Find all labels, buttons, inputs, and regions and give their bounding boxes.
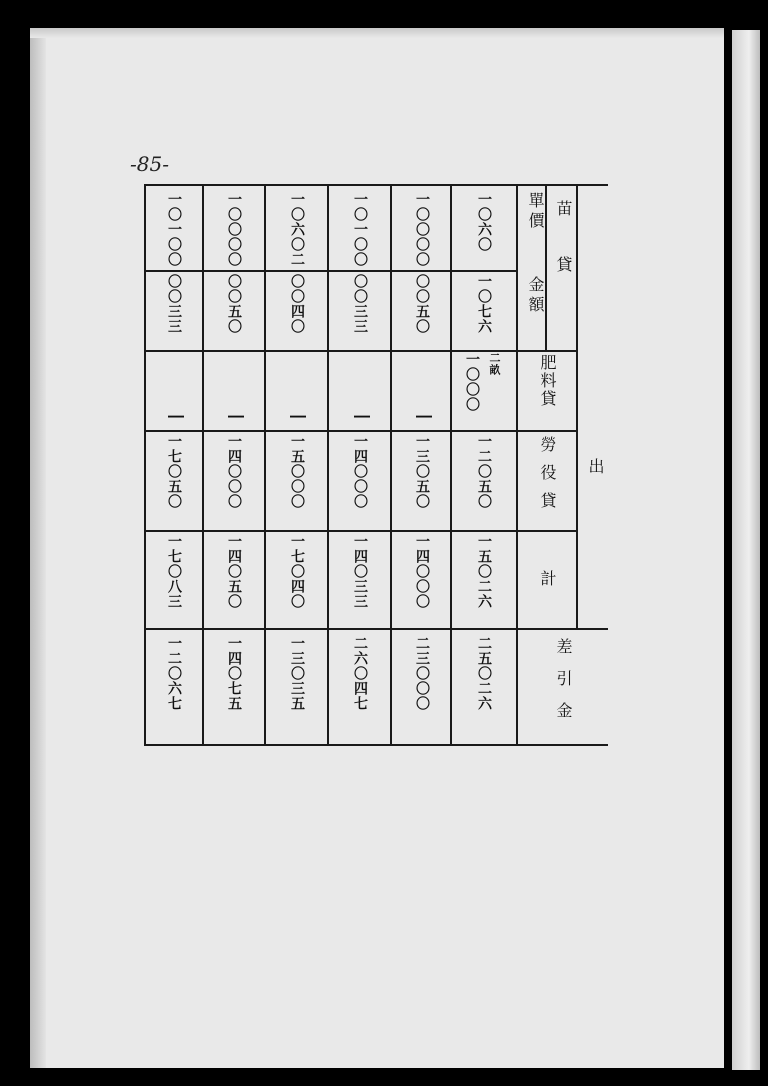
- cell-total: 一七〇八三: [166, 534, 182, 609]
- cell-unit-price: 一〇一〇〇: [352, 192, 368, 267]
- next-page-edge: [732, 30, 760, 1070]
- row-divider-labor: [144, 530, 576, 532]
- cell-total: 一五〇二六: [476, 534, 492, 609]
- header-fertilizer: 肥料貸: [538, 354, 557, 408]
- col-border: [144, 184, 146, 746]
- col-border: [450, 184, 452, 746]
- ledger-table: [144, 184, 608, 746]
- page-number: -85-: [130, 152, 169, 176]
- row-divider-fertilizer: [144, 430, 576, 432]
- cell-labor: 一二〇五〇: [476, 434, 492, 509]
- cell-unit-price: 一〇〇〇〇: [226, 192, 242, 267]
- cell-amount: 〇〇四〇: [289, 274, 305, 334]
- cell-fertilizer-dash: ―: [416, 406, 432, 425]
- cell-amount: 〇〇三三: [166, 274, 182, 334]
- cell-labor: 一五〇〇〇: [289, 434, 305, 509]
- col-border: [264, 184, 266, 746]
- cell-amount: 一〇七六: [476, 274, 492, 334]
- cell-unit-price: 一〇一〇〇: [166, 192, 182, 267]
- page-edge-top: [30, 28, 724, 38]
- header-unit-price: 單價: [526, 192, 545, 232]
- cell-fertilizer-unit: 二畝: [488, 352, 501, 376]
- header-seedling: 苗貸: [554, 200, 573, 312]
- cell-amount: 〇〇五〇: [226, 274, 242, 334]
- header-out: 出: [586, 458, 605, 480]
- cell-unit-price: 一〇〇〇〇: [414, 192, 430, 267]
- cell-fertilizer-dash: ―: [354, 406, 370, 425]
- table-top-border: [144, 184, 608, 186]
- col-border: [576, 184, 578, 628]
- cell-fertilizer-dash: ―: [168, 406, 184, 425]
- cell-total: 一四〇三三: [352, 534, 368, 609]
- header-amount: 金額: [526, 276, 545, 316]
- cell-labor: 一四〇〇〇: [226, 434, 242, 509]
- cell-fertilizer-dash: ―: [290, 406, 306, 425]
- cell-balance: 二六〇四七: [352, 636, 368, 711]
- cell-labor: 一三〇五〇: [414, 434, 430, 509]
- cell-fertilizer-dash: ―: [228, 406, 244, 425]
- cell-balance: 一三〇三五: [289, 636, 305, 711]
- col-border: [202, 184, 204, 746]
- header-balance: 差引金: [554, 638, 573, 734]
- cell-unit-price: 一〇六〇: [476, 192, 492, 252]
- cell-total: 一四〇五〇: [226, 534, 242, 609]
- header-total: 計: [538, 570, 557, 592]
- header-labor: 勞役貸: [538, 436, 557, 520]
- cell-fertilizer: 一〇〇〇: [464, 352, 480, 412]
- col-border: [390, 184, 392, 746]
- cell-total: 一七〇四〇: [289, 534, 305, 609]
- cell-total: 一四〇〇〇: [414, 534, 430, 609]
- cell-amount: 〇〇五〇: [414, 274, 430, 334]
- cell-amount: 〇〇三三: [352, 274, 368, 334]
- cell-unit-price: 一〇六〇二: [289, 192, 305, 267]
- cell-labor: 一七〇五〇: [166, 434, 182, 509]
- cell-balance: 一四〇七五: [226, 636, 242, 711]
- cell-balance: 一二〇六七: [166, 636, 182, 711]
- table-bottom-border: [144, 744, 608, 746]
- row-divider-amount: [144, 350, 576, 352]
- row-divider-total: [144, 628, 608, 630]
- page-edge: [30, 28, 46, 1068]
- col-border: [516, 184, 518, 746]
- cell-balance: 二三〇〇〇: [414, 636, 430, 711]
- cell-labor: 一四〇〇〇: [352, 434, 368, 509]
- cell-balance: 二五〇二六: [476, 636, 492, 711]
- col-border: [327, 184, 329, 746]
- row-divider-unitprice: [144, 270, 516, 272]
